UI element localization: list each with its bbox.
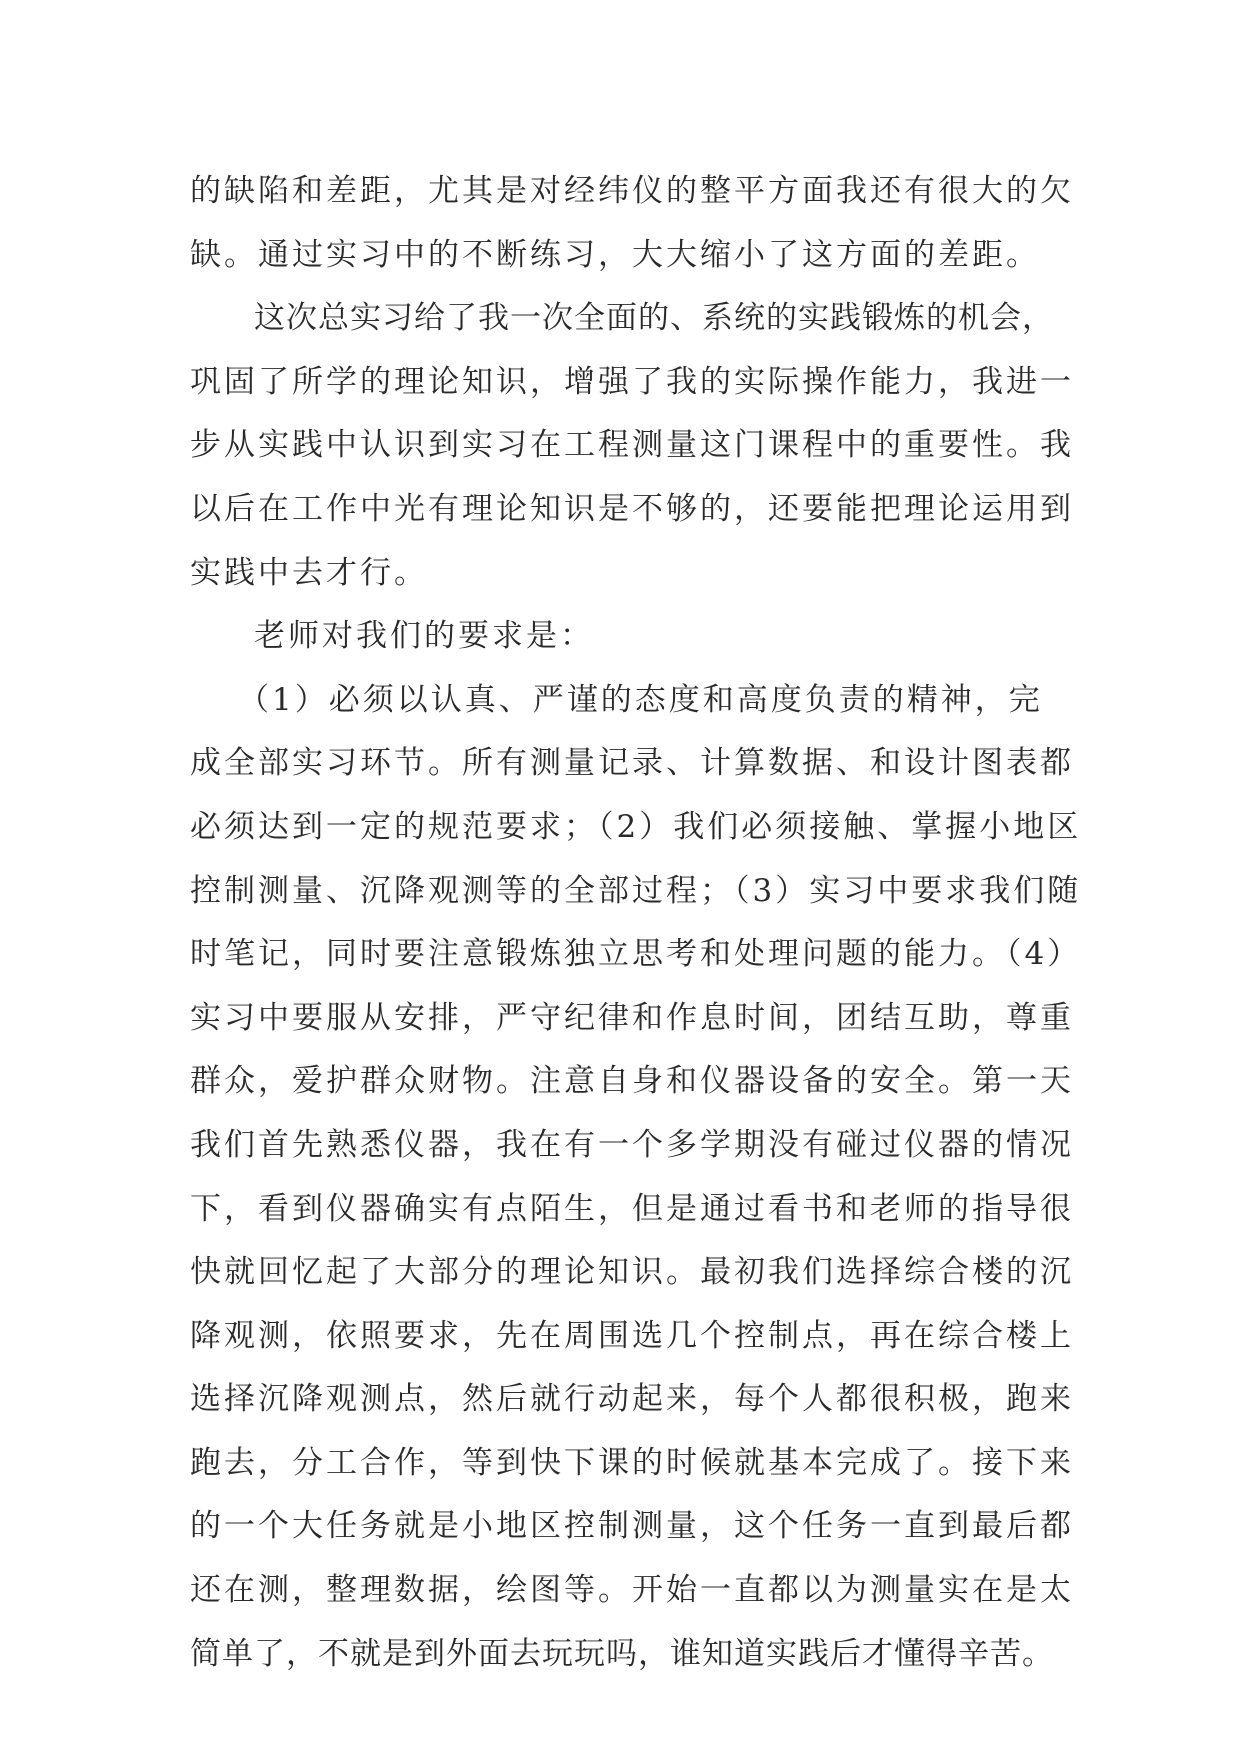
text-line: 步从实践中认识到实习在工程测量这门课程中的重要性。我 [190, 427, 1074, 464]
text-line: 实习中要服从安排，严守纪律和作息时间，团结互助，尊重 [190, 999, 1074, 1036]
text-line: 降观测，依照要求，先在周围选几个控制点，再在综合楼上 [190, 1317, 1074, 1354]
text-line: 群众，爱护群众财物。注意自身和仪器设备的安全。第一天 [190, 1063, 1074, 1100]
text-line: 还在测，整理数据，绘图等。开始一直都以为测量实在是太 [190, 1572, 1074, 1609]
text-line: 成全部实习环节。所有测量记录、计算数据、和设计图表都 [190, 745, 1074, 782]
text-line: 巩固了所学的理论知识，增强了我的实际操作能力，我进一 [190, 363, 1074, 400]
text-line: 必须达到一定的规范要求；（2）我们必须接触、掌握小地区 [190, 808, 1082, 845]
text-line: 选择沉降观测点，然后就行动起来，每个人都很积极，跑来 [190, 1381, 1074, 1418]
text-line: 时笔记，同时要注意锻炼独立思考和处理问题的能力。（4） [190, 936, 1082, 973]
text-line: 控制测量、沉降观测等的全部过程；（3）实习中要求我们随 [190, 872, 1082, 909]
paragraph-start-line: 老师对我们的要求是： [254, 618, 594, 655]
text-line: 以后在工作中光有理论知识是不够的，还要能把理论运用到 [190, 490, 1074, 527]
text-line: 的缺陷和差距，尤其是对经纬仪的整平方面我还有很大的欠 [190, 173, 1074, 209]
text-line: 快就回忆起了大部分的理论知识。最初我们选择综合楼的沉 [190, 1254, 1074, 1291]
text-line: 的一个大任务就是小地区控制测量，这个任务一直到最后都 [190, 1508, 1074, 1545]
text-line: 缺。通过实习中的不断练习，大大缩小了这方面的差距。 [190, 236, 1040, 273]
text-line: 跑去，分工合作，等到快下课的时候就基本完成了。接下来 [190, 1444, 1074, 1481]
text-line: 实践中去才行。 [190, 554, 428, 591]
text-line: 简单了，不就是到外面去玩玩吗，谁知道实践后才懂得辛苦。 [190, 1635, 1054, 1672]
body-text [190, 160, 1090, 1686]
text-line: 下，看到仪器确实有点陌生，但是通过看书和老师的指导很 [190, 1190, 1074, 1227]
paragraph-start-line: 这次总实习给了我一次全面的、系统的实践锻炼的机会， [254, 300, 1054, 337]
text-line: 我们首先熟悉仪器，我在有一个多学期没有碰过仪器的情况 [190, 1126, 1074, 1163]
paragraph-start-line: （1）必须以认真、严谨的态度和高度负责的精神，完 [238, 681, 1043, 718]
